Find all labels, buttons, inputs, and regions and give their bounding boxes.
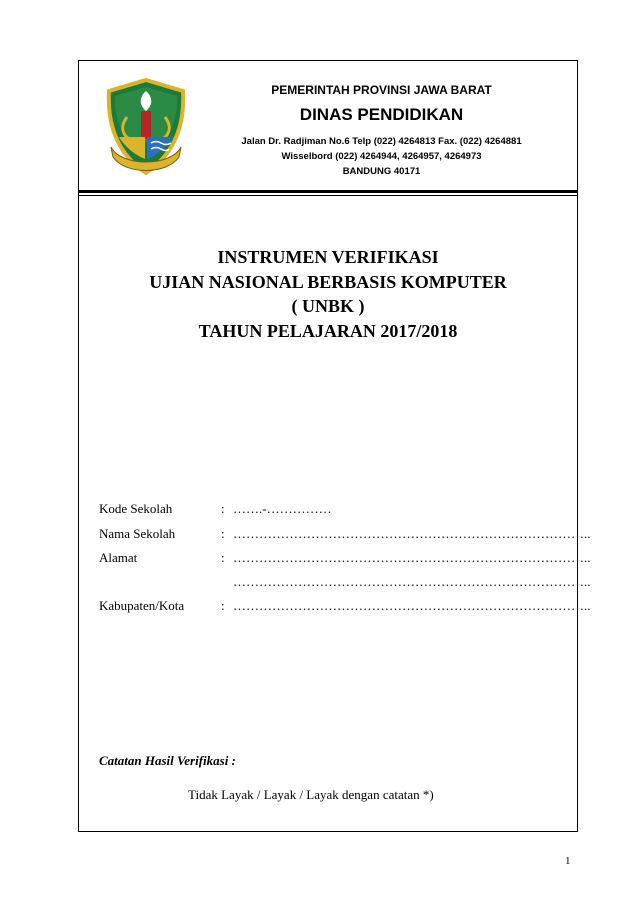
document-frame <box>78 60 591 832</box>
title-line-1: INSTRUMEN VERIFIKASI <box>217 247 439 267</box>
field-value[interactable]: ……………………………………………………………………….. <box>233 574 591 589</box>
field-value[interactable]: ……………………………………………………………………….. <box>233 598 591 613</box>
address-line-2: Wisselbord (022) 4264944, 4264957, 4264973 <box>281 151 482 162</box>
title-line-2: UJIAN NASIONAL BERBASIS KOMPUTER <box>149 272 507 292</box>
letterhead <box>79 61 577 192</box>
field-colon: : <box>221 501 225 516</box>
title-line-4: TAHUN PELAJARAN 2017/2018 <box>198 321 458 341</box>
government-name: PEMERINTAH PROVINSI JAWA BARAT <box>271 83 492 97</box>
field-label: Nama Sekolah <box>99 526 176 541</box>
title-line-3: ( UNBK ) <box>291 296 365 316</box>
city-postal: BANDUNG 40171 <box>342 166 421 177</box>
field-school-code <box>99 501 332 517</box>
field-label: Kode Sekolah <box>99 501 173 516</box>
west-java-emblem-icon <box>101 77 191 177</box>
field-school-name <box>99 526 591 542</box>
field-label: Alamat <box>99 550 138 565</box>
verification-options: Tidak Layak / Layak / Layak dengan catatan *) <box>188 787 434 802</box>
department-name: DINAS PENDIDIKAN <box>299 105 464 124</box>
address-line-1: Jalan Dr. Radjiman No.6 Telp (022) 4264813 Fax. (022) 4264881 <box>241 136 522 147</box>
letterhead-divider-thin <box>79 195 577 196</box>
verification-notes-label: Catatan Hasil Verifikasi : <box>99 753 236 768</box>
field-regency-city <box>99 598 591 614</box>
field-colon: : <box>221 550 225 565</box>
field-value[interactable]: ……………………………………………………………………….. <box>233 550 591 565</box>
field-address <box>99 550 591 566</box>
page-number: 1 <box>565 855 571 867</box>
field-label: Kabupaten/Kota <box>99 598 185 613</box>
field-value[interactable]: …….-…………… <box>233 501 332 516</box>
field-address-continued <box>99 574 591 590</box>
field-colon: : <box>221 526 225 541</box>
field-colon: : <box>221 598 225 613</box>
letterhead-divider-thick <box>79 190 577 193</box>
field-value[interactable]: ……………………………………………………………………….. <box>233 526 591 541</box>
